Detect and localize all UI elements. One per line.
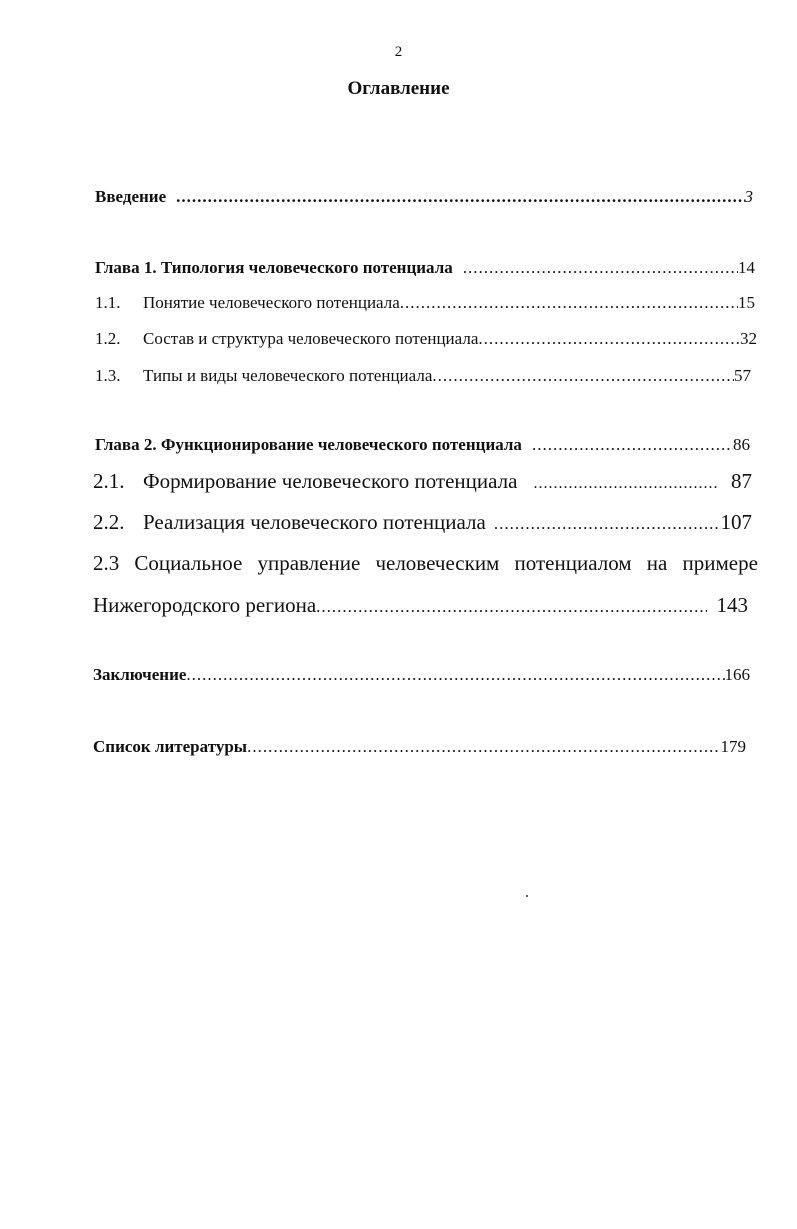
toc-entry-label: Глава 1. Типология человеческого потенциала xyxy=(95,258,453,277)
toc-entry-label: Введение xyxy=(95,187,167,206)
toc-entry-section-1-2[interactable] xyxy=(95,329,757,349)
toc-entry-label: Нижегородского региона xyxy=(93,593,317,617)
toc-entry-word: управление xyxy=(257,551,361,575)
toc-entry-page: 179 xyxy=(720,737,746,756)
page-title: Оглавление xyxy=(347,78,450,99)
toc-entry-number: 2.3 xyxy=(93,551,120,575)
toc-entry-label: Понятие человеческого потенциала xyxy=(143,293,400,312)
toc-entry-page: 14 xyxy=(738,258,755,277)
toc-entry-number: 1.1. xyxy=(95,293,121,312)
toc-entry-page: 87 xyxy=(731,469,752,493)
dot-leader xyxy=(400,293,738,313)
toc-entry-number: 2.1. xyxy=(93,469,125,493)
dot-leader xyxy=(463,258,738,278)
scan-speck xyxy=(526,895,528,897)
dot-leader xyxy=(532,435,733,455)
dot-leader xyxy=(494,514,721,534)
toc-entry-word: человеческим xyxy=(375,551,500,575)
toc-entry-introduction[interactable] xyxy=(95,187,753,207)
toc-entry-page: 143 xyxy=(716,593,748,617)
dot-leader xyxy=(247,737,720,757)
dot-leader xyxy=(533,475,719,493)
toc-entry-conclusion[interactable] xyxy=(93,665,750,685)
toc-entry-label: Глава 2. Функционирование человеческого потенциала xyxy=(95,435,522,454)
toc-entry-references[interactable] xyxy=(93,737,746,757)
toc-entry-section-1-3[interactable] xyxy=(95,366,751,386)
toc-entry-word: потенциалом xyxy=(514,551,632,575)
toc-entry-page: 86 xyxy=(733,435,750,454)
toc-entry-page: 107 xyxy=(720,510,752,534)
dot-leader xyxy=(316,586,706,628)
toc-entry-word: на xyxy=(646,551,668,575)
toc-entry-section-2-3[interactable] xyxy=(93,542,758,628)
toc-entry-page: 57 xyxy=(734,366,751,385)
toc-entry-section-1-1[interactable] xyxy=(95,293,755,313)
toc-entry-first-line xyxy=(93,542,758,584)
toc-entry-second-line xyxy=(93,584,748,628)
dot-leader xyxy=(478,329,740,349)
toc-entry-number: 1.3. xyxy=(95,366,121,385)
dot-leader xyxy=(176,187,744,207)
toc-entry-word: примере xyxy=(682,551,758,575)
toc-entry-page: 3 xyxy=(744,187,753,206)
toc-entry-word: Социальное xyxy=(134,551,243,575)
toc-entry-page: 32 xyxy=(740,329,757,348)
dot-leader xyxy=(432,366,734,386)
page-number: 2 xyxy=(394,44,403,60)
toc-entry-section-2-1[interactable] xyxy=(93,469,752,494)
toc-entry-number: 1.2. xyxy=(95,329,121,348)
dot-leader xyxy=(186,665,724,685)
toc-entry-label: Список литературы xyxy=(93,737,248,756)
toc-entry-page: 166 xyxy=(724,665,750,684)
toc-entry-label: Типы и виды человеческого потенциала xyxy=(143,366,433,385)
toc-entry-label: Состав и структура человеческого потенциала xyxy=(143,329,479,348)
toc-entry-page: 15 xyxy=(738,293,755,312)
toc-entry-label: Реализация человеческого потенциала xyxy=(143,510,486,534)
toc-entry-label: Формирование человеческого потенциала xyxy=(143,469,518,493)
toc-entry-chapter-1[interactable] xyxy=(95,258,755,278)
toc-entry-section-2-2[interactable] xyxy=(93,510,752,535)
toc-entry-label: Заключение xyxy=(93,665,187,684)
toc-entry-number: 2.2. xyxy=(93,510,125,534)
toc-entry-chapter-2[interactable] xyxy=(95,435,750,455)
